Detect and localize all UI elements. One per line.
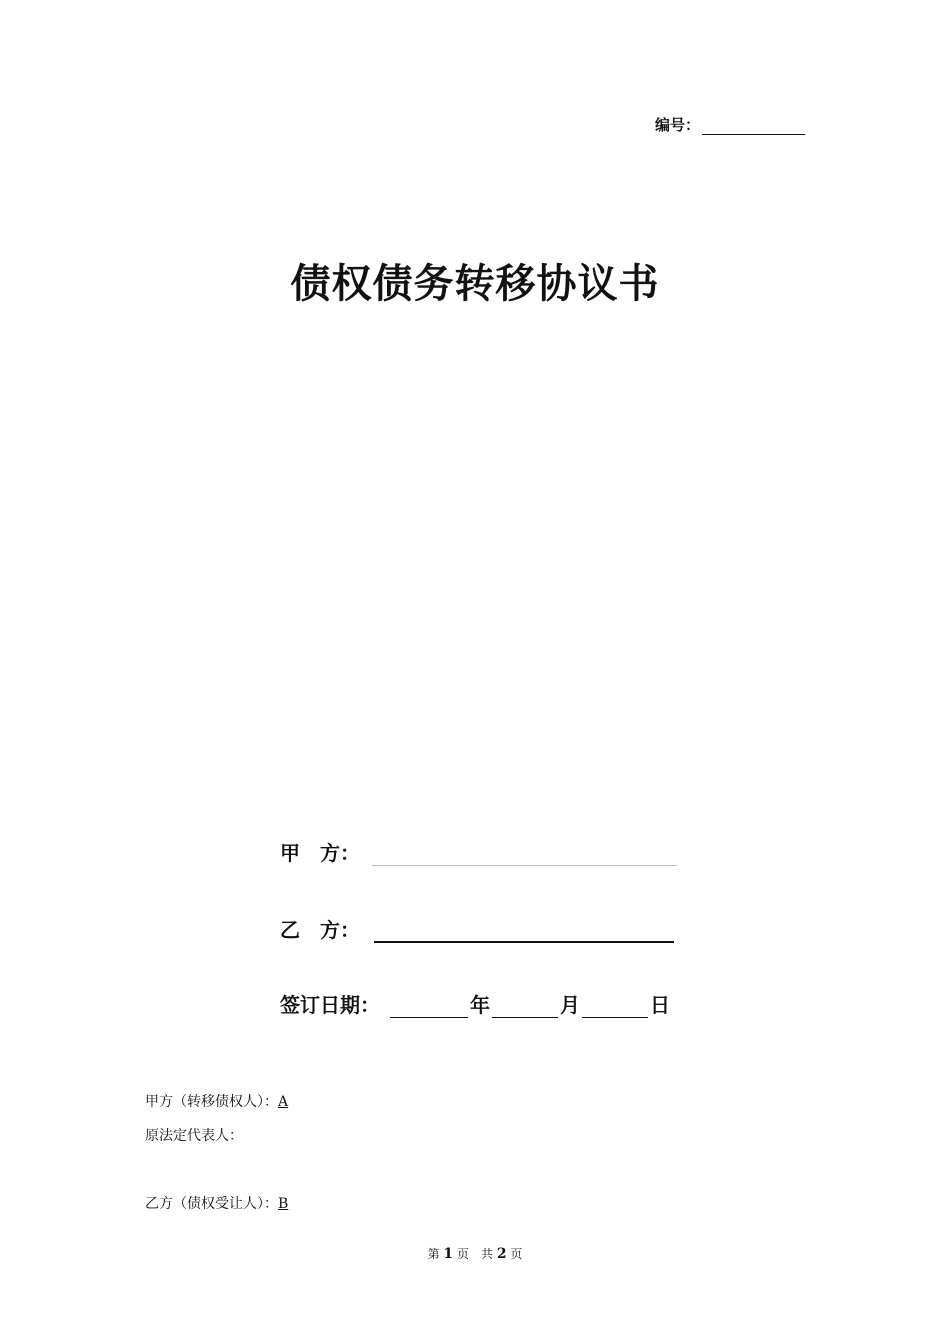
document-title: 债权债务转移协议书 [290, 261, 660, 307]
page-footer [0, 1245, 950, 1262]
body-legal-representative [145, 1125, 243, 1145]
document-number [655, 114, 805, 135]
page-prefix: 第 [427, 1247, 440, 1261]
sign-date-year-label: 年 [470, 993, 490, 1017]
page-suffix: 页 [510, 1247, 523, 1261]
document-number-label: 编号： [655, 116, 701, 134]
body-party-a [145, 1091, 288, 1111]
cover-party-a [280, 837, 677, 866]
sign-date-month-label: 月 [560, 993, 580, 1017]
page-mid: 页 共 [456, 1247, 493, 1261]
cover-party-b-label: 乙 方： [280, 918, 360, 942]
sign-date-day-label: 日 [650, 993, 670, 1017]
sign-date-month-blank[interactable] [492, 995, 558, 1018]
cover-sign-date [280, 989, 670, 1018]
sign-date-year-blank[interactable] [390, 995, 468, 1018]
body-party-a-label: 甲方（转移债权人）： [145, 1094, 278, 1110]
cover-party-b [280, 914, 674, 943]
cover-party-a-label: 甲 方： [280, 841, 360, 865]
sign-date-day-blank[interactable] [582, 995, 648, 1018]
page-total: 2 [496, 1246, 507, 1262]
body-legal-representative-label: 原法定代表人： [145, 1128, 243, 1144]
body-party-b-value: B [278, 1196, 289, 1212]
body-party-a-value: A [278, 1094, 289, 1110]
body-party-b [145, 1193, 288, 1213]
body-party-b-label: 乙方（债权受让人）： [145, 1196, 278, 1212]
sign-date-label: 签订日期： [280, 993, 380, 1017]
document-number-blank[interactable] [702, 118, 805, 135]
cover-party-b-blank[interactable] [374, 919, 674, 943]
page-current: 1 [443, 1246, 454, 1262]
cover-party-a-blank[interactable] [372, 843, 677, 866]
